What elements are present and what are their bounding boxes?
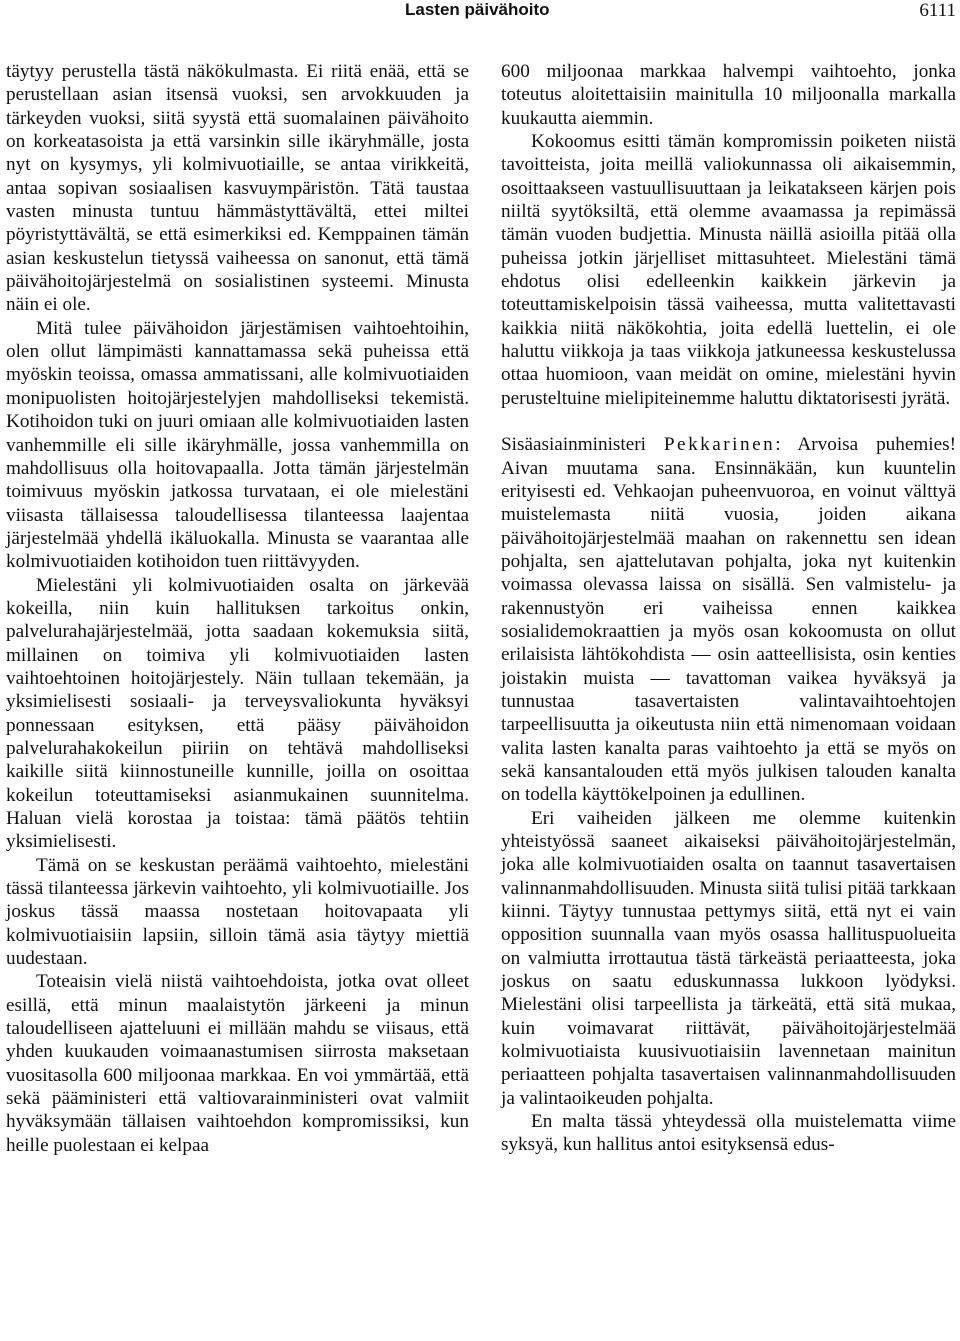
speaker-title: Sisäasiainministeri bbox=[501, 434, 646, 456]
running-title: Lasten päivähoito bbox=[405, 0, 550, 19]
right-column bbox=[501, 60, 956, 1157]
paragraph: Eri vaiheiden jälkeen me olemme kuitenkin yhteistyössä saaneet aikaiseksi päivähoitojärjestelmän, joka alle kolmivuotiaiden osalta on taannut tasavertaisen valinnanmahdollisuuden. Minusta siitä tulisi pitää tarkkaan kiinni. Täytyy tunnustaa pettymys siitä, että nyt ei vain opposition suunnalla vaan myös osassa hallituspuolueita on valmiutta irrottautua tästä tärkeästä periaatteesta, joka joskus on saatu eduskunnassa lukkoon lyödyksi. Mielestäni olisi tarpeellista ja tärkeätä, että sitä mukaa, kuin voimavarat riittävät, päivähoitojärjestelmää kolmivuotiaista kuusivuotiaisiin lavennetaan mainitun periaatteen pohjalta tasavertaisen valinnanmahdollisuuden ja valintaoikeuden pohjalta. bbox=[501, 807, 956, 1109]
paragraph: Toteaisin vielä niistä vaihtoehdoista, jotka ovat olleet esillä, että minun maalaistytön järkeeni ja minun taloudelliseen ajatteluuni ei millään mahdu se viisaus, että yhden kuukauden voimaanastumisen siirrosta maksetaan vuositasolla 600 miljoonaa markkaa. En voi ymmärtää, että sekä pääministeri että valtiovarainministeri ovat valmiit hyväksymään tällaisen vaihtoehdon kompromissiksi, kun heille puolestaan ei kelpaa bbox=[6, 971, 469, 1156]
paragraph: Tämä on se keskustan peräämä vaihtoehto, mielestäni tässä tilanteessa järkevin vaihtoehto, yli kolmivuotiaille. Jos joskus tässä maassa nostetaan hoitovapaata yli kolmivuotiaisiin lapsiin, silloin tämä asia täytyy miettiä uudestaan. bbox=[6, 854, 469, 970]
page-number: 6111 bbox=[919, 0, 956, 21]
paragraph: täytyy perustella tästä näkökulmasta. Ei riitä enää, että se perustellaan asian itsensä vuoksi, sen arvokkuuden ja tärkeyden vuoksi, siitä syystä että suomalainen päivähoito on korkeatasoista ja että varsinkin sille ikäryhmälle, josta nyt on kysymys, yli kolmivuotiaille, se antaa virikkeitä, antaa sopivan sosiaalisen kasvuympäristön. Tätä taustaa vasten minusta tuntuu hämmästyttävältä, ettei miltei pöyristyttävältä, se että esimerkiksi ed. Kemppainen tämän asian keskustelun tietyssä vaiheessa on sanonut, että tämä päivähoitojärjestelmä on sosialistinen systeemi. Minusta näin ei ole. bbox=[6, 61, 469, 316]
paragraph: 600 miljoonaa markkaa halvempi vaihtoehto, jonka toteutus aloitettaisiin mainitulla 10 miljoonalla markalla kuukautta aiemmin. bbox=[501, 61, 956, 129]
speech-paragraph bbox=[501, 433, 956, 807]
paragraph: Kokoomus esitti tämän kompromissin poiketen niistä tavoitteista, joita meillä valiokunnassa oli aikaisemmin, osoittaakseen vastuullisuuttaan ja leikatakseen kärjen pois niiltä syytöksiltä, että olemme avaamassa ja repimässä tämän vuoden budjettia. Minusta näillä asioilla pitää olla puheissa jotkin järjelliset mittasuhteet. Mielestäni tämä ehdotus olisi edelleenkin kaikkein järkevin ja toteuttamiskelpoisin tässä vaiheessa, mutta valitettavasti kaikkia niitä näkökohtia, joita edellä luettelin, ei ole haluttu viikkoja ja taas viikkoja jatkuneessa keskustelussa ottaa huomioon, vaan meidät on omine, mielestäni hyvin perusteltuine mielipiteinemme haluttu diktatorisesti jyrätä. bbox=[501, 131, 956, 409]
paragraph: Mielestäni yli kolmivuotiaiden osalta on järkevää kokeilla, niin kuin hallituksen tarkoitus onkin, palvelurahajärjestelmää, jotta saadaan kokemuksia siitä, millainen on toimiva yli kolmivuotiaiden lasten vaihtoehtoinen hoitojärjestely. Näin tullaan tekemään, ja yksimielisesti sosiaali- ja terveysvaliokunta hyväksyi ponnessaan esityksen, että pääsy päivähoidon palvelurahakokeilun piiriin on tehtävä mahdolliseksi kaikille siitä kiinnostuneille kunnille, joilla on osoittaa kokeilun toteuttamiseksi asianmukainen suunnitelma. Haluan vielä korostaa ja toistaa: tämä päätös tehtiin yksimielisesti. bbox=[6, 574, 469, 853]
left-column bbox=[6, 60, 469, 1157]
paragraph: Mitä tulee päivähoidon järjestämisen vaihtoehtoihin, olen ollut lämpimästi kannattamassa sekä puheissa että myöskin teoissa, omassa ammatissani, alle kolmivuotiaiden monipuolisten hoitojärjestelyjen mahdolliseksi tekemistä. Kotihoidon tuki on juuri omiaan alle kolmivuotiaiden lasten vanhemmille eli sille ikäryhmälle, jossa vanhemmilla on mahdollisuus olla hoitovapaalla. Jotta tämän järjestelmän toimivuus myöskin jatkossa turvataan, ei ole mielestäni viisasta tällaisessa taloudellisessa tilanteessa laajentaa järjestelmää yhdellä ikäluokalla. Minusta se vaarantaa alle kolmivuotiaiden kotihoidon tuen riittävyyden. bbox=[6, 317, 469, 573]
speaker-name: Pekkarinen bbox=[663, 434, 776, 456]
page-header bbox=[0, 0, 960, 30]
paragraph: En malta tässä yhteydessä olla muistelematta viime syksyä, kun hallitus antoi esityksensä edus- bbox=[501, 1111, 956, 1156]
speech-text: : Arvoisa puhemies! Aivan muutama sana. Ensinnäkään, kun kuuntelin erityisesti ed. Vehkaojan puheenvuoroa, en voinut välttyä muistelemasta niitä vuosia, joiden aikana päivähoitojärjestelmää maahan on rakennettu sen idean pohjalta, sen ajattelutavan pohjalta, joka nyt kuitenkin voimassa olevassa laissa on sisällä. Sen valmistelu- ja rakennustyön eri vaiheissa ennen kaikkea sosialidemokraattien ja myös osan kokoomusta on ollut erilaisista lähtökohdista — osin aatteellisista, osin kenties joistakin muista — tavattoman vaikea hyväksyä ja tunnustaa tasavertaisten valintavaihtoehtojen tarpeellisuutta ja oikeutusta niin että nimenomaan voidaan valita lasten kanalta paras vaihtoehto ja että se myös on sekä kansantalouden että myös julkisen talouden kanalta on todella käyttökelpoinen ja edullinen. bbox=[501, 434, 956, 806]
